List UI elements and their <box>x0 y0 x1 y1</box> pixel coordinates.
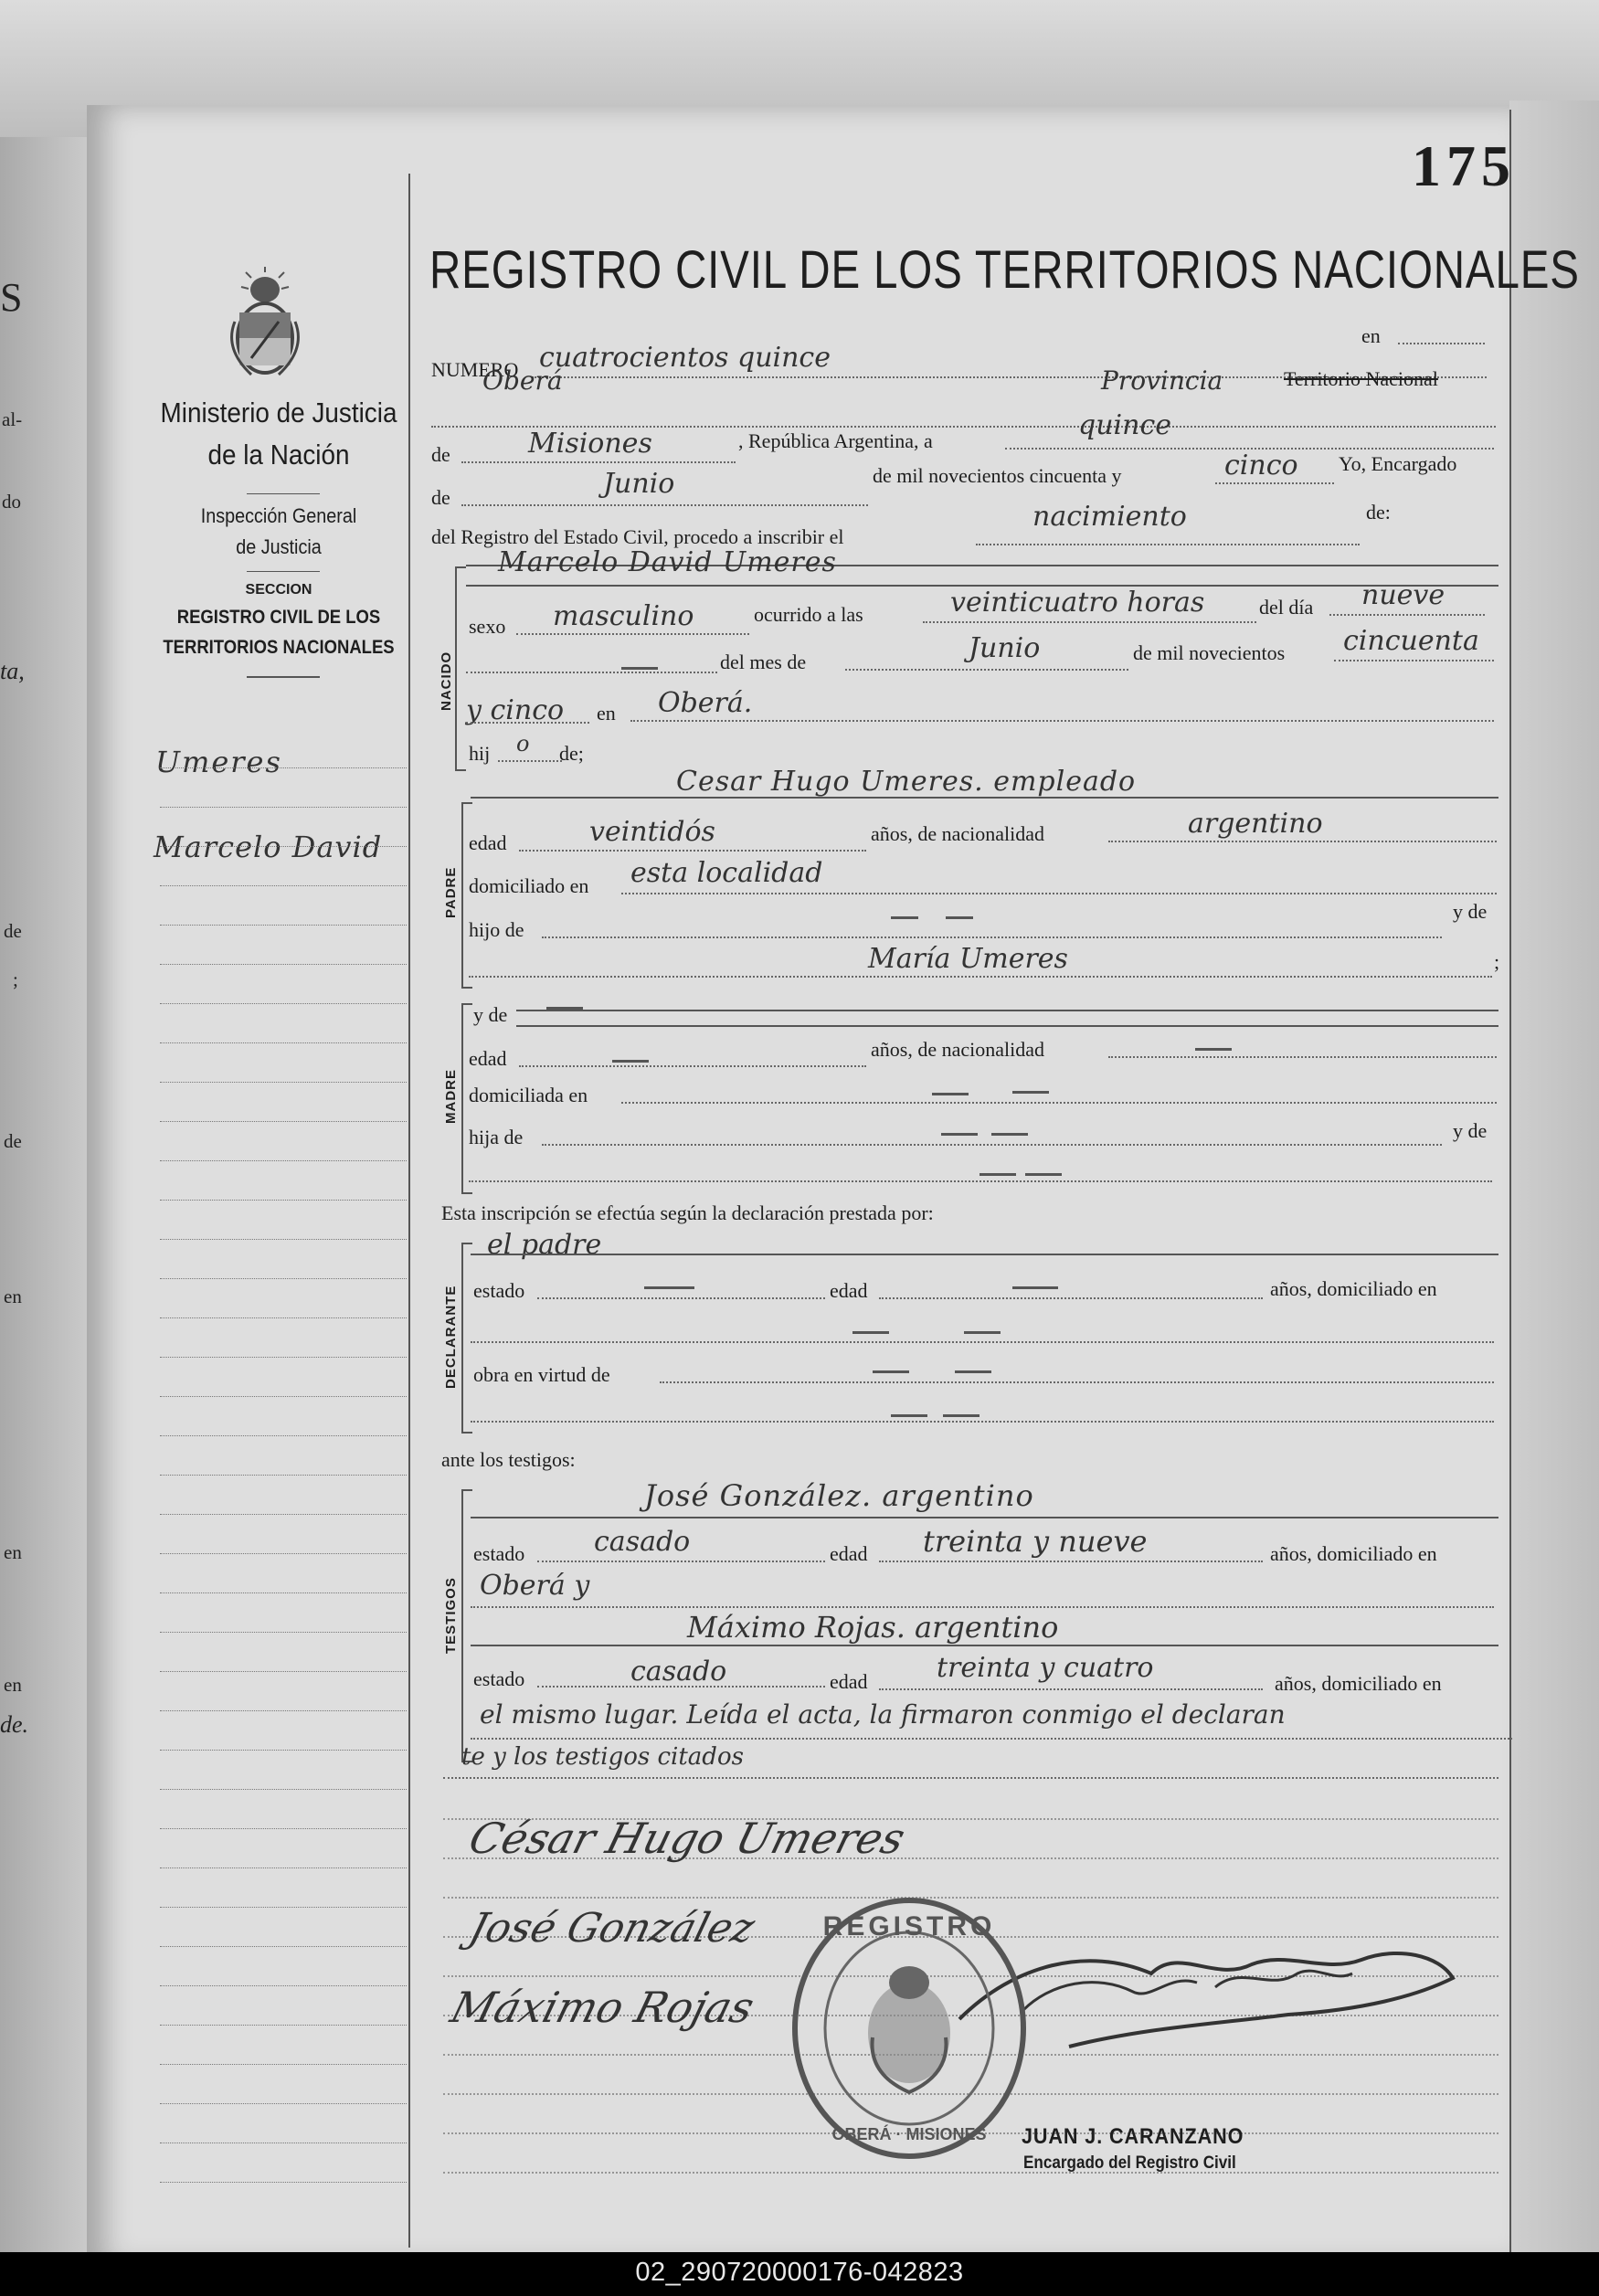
sidebar-surname: Umeres <box>155 745 282 779</box>
ruled-line <box>160 1671 407 1672</box>
section-label: SECCION <box>245 582 312 598</box>
inspection-line-2: de Justicia <box>236 535 322 558</box>
yo-encargado-label: Yo, Encargado <box>1339 452 1457 475</box>
official-title: Encargado del Registro Civil <box>1023 2153 1236 2173</box>
nombre-nacido-value: Marcelo David Umeres <box>498 546 837 578</box>
obra-label: obra en virtud de <box>473 1363 610 1386</box>
provincia-value: Provincia <box>1101 365 1223 396</box>
ocurrido-label: ocurrido a las <box>754 603 863 626</box>
ruled-line <box>160 885 407 886</box>
cierre2-value: te y los testigos citados <box>461 1743 744 1771</box>
ruled-line <box>443 2172 1498 2174</box>
edad-label: edad <box>830 1670 868 1693</box>
de-mil2-label: de mil novecientos <box>1133 641 1286 664</box>
domiciliada-en-label: domiciliada en <box>469 1084 588 1106</box>
registro-civil-stamp-icon <box>786 1891 1032 2165</box>
ruled-line <box>160 846 407 847</box>
section-line-2: TERRITORIOS NACIONALES <box>163 637 395 658</box>
madre-label: MADRE <box>443 1069 459 1124</box>
hijo-de-label: hijo de <box>469 918 524 941</box>
padre-edad-value: veintidós <box>589 816 715 848</box>
signature-3: Máximo Rojas <box>445 1983 759 2032</box>
ruled-line <box>160 925 407 926</box>
mes-registro-value: Junio <box>603 468 675 500</box>
inspection-line-1: Inspección General <box>200 504 357 527</box>
ministry-line-2: de la Nación <box>207 439 350 471</box>
edad-label: edad <box>469 831 507 854</box>
testigo2-value: Máximo Rojas. argentino <box>687 1610 1059 1645</box>
testigo1-value: José González. argentino <box>644 1478 1034 1513</box>
numero-value: cuatrocientos quince <box>539 342 831 374</box>
anos-nac-label: años, de nacionalidad <box>871 1038 1044 1061</box>
ruled-line <box>160 1003 407 1004</box>
ruled-line <box>160 1867 407 1868</box>
testigo2-edad-value: treinta y cuatro <box>937 1652 1154 1684</box>
cierre1-value: el mismo lugar. Leída el acta, la firmaron conmigo el declaran <box>480 1699 1286 1730</box>
ministry-line-1: Ministerio de Justicia <box>160 397 397 429</box>
de-label: de <box>431 486 450 509</box>
fragment: ; <box>13 968 18 990</box>
edad-label: edad <box>469 1047 507 1070</box>
lugar-nac-value: Oberá. <box>658 687 753 719</box>
declarante-label: DECLARANTE <box>443 1285 459 1389</box>
de-mil-label: de mil novecientos cincuenta y <box>873 464 1122 487</box>
anos-nac-label: años, de nacionalidad <box>871 822 1044 845</box>
de-semi-label: de; <box>559 742 584 765</box>
fragment: al- <box>2 408 23 430</box>
edad-label: edad <box>830 1542 868 1565</box>
fragment: en <box>4 1674 22 1696</box>
semicolon-label: ; <box>1494 950 1500 973</box>
ruled-line <box>160 1082 407 1083</box>
signature-2: José González <box>464 1905 760 1952</box>
dia-nac-value: nueve <box>1361 579 1445 611</box>
en-label: en <box>1361 324 1381 347</box>
de-label: de <box>431 443 450 466</box>
padre-domicilio-value: esta localidad <box>630 857 823 889</box>
section-line-1: REGISTRO CIVIL DE LOS <box>176 607 381 628</box>
estado-label: estado <box>473 1667 525 1690</box>
coat-of-arms-icon <box>224 267 306 381</box>
ruled-line <box>160 1907 407 1908</box>
ruled-line <box>160 1750 407 1751</box>
ruled-line <box>160 1317 407 1318</box>
hij-label: hij <box>469 742 491 765</box>
ruled-line <box>160 1789 407 1790</box>
ruled-line <box>160 2103 407 2104</box>
provincia-name-value: Misiones <box>528 428 652 460</box>
anos-dom-label: años, domiciliado en <box>1275 1672 1442 1695</box>
ruled-line <box>160 1553 407 1554</box>
ruled-line <box>160 1632 407 1633</box>
ruled-line <box>160 1985 407 1986</box>
ruled-line <box>160 1475 407 1476</box>
ruled-line <box>160 1514 407 1515</box>
sidebar-divider <box>408 174 410 2248</box>
testigo2-estado-value: casado <box>630 1656 727 1688</box>
anio-nac-value: cincuenta <box>1343 625 1479 657</box>
padre-label: PADRE <box>443 866 459 918</box>
declarante-value: el padre <box>487 1229 602 1261</box>
document-title: REGISTRO CIVIL DE LOS TERRITORIOS NACIONALES <box>429 240 1580 300</box>
ruled-line <box>160 1160 407 1161</box>
republica-label: , República Argentina, a <box>738 429 933 452</box>
edad-label: edad <box>830 1279 868 1302</box>
testigo1-estado-value: casado <box>594 1526 691 1558</box>
ruled-line <box>160 1435 407 1436</box>
padre-nac-value: argentino <box>1188 808 1323 840</box>
ruled-line <box>160 1357 407 1358</box>
sexo-label: sexo <box>469 615 506 638</box>
ruled-line <box>160 1278 407 1279</box>
next-page-edge <box>1509 101 1599 2266</box>
ruled-line <box>160 1396 407 1397</box>
svg-text:OBERÁ · MISIONES: OBERÁ · MISIONES <box>831 2125 987 2143</box>
page-number: 175 <box>1412 133 1516 198</box>
estado-label: estado <box>473 1542 525 1565</box>
ruled-line <box>160 964 407 965</box>
hora-value: veinticuatro horas <box>950 587 1205 619</box>
inscripcion-label: Esta inscripción se efectúa según la declaración prestada por: <box>441 1201 934 1224</box>
en-label: en <box>597 702 616 725</box>
ruled-line <box>160 1042 407 1043</box>
dia-registro-value: quince <box>1078 409 1171 441</box>
signature-1: César Hugo Umeres <box>463 1814 911 1863</box>
padre-value: Cesar Hugo Umeres. empleado <box>676 766 1137 798</box>
fragment: ta, <box>0 658 25 684</box>
numero-label: NUMERO <box>431 358 519 381</box>
ruled-line <box>160 1121 407 1122</box>
del-mes-label: del mes de <box>720 651 807 673</box>
divider <box>247 493 320 494</box>
sidebar-given-names: Marcelo David <box>154 830 383 864</box>
estado-label: estado <box>473 1279 525 1302</box>
anos-dom-label: años, domiciliado en <box>1270 1277 1437 1300</box>
sexo-value: masculino <box>553 600 694 632</box>
ruled-line <box>160 767 407 768</box>
ruled-line <box>160 1592 407 1593</box>
de-colon-label: de: <box>1366 501 1391 524</box>
ante-testigos-label: ante los testigos: <box>441 1448 576 1471</box>
localidad-value: Oberá <box>482 365 563 396</box>
anio-nac-cont-value: y cinco <box>466 694 565 726</box>
fragment: en <box>4 1541 22 1563</box>
ruled-line <box>160 1710 407 1711</box>
ruled-line <box>160 2182 407 2183</box>
mes-nac-value: Junio <box>969 632 1041 664</box>
fragment: do <box>2 491 21 513</box>
hijo-num-value: o <box>516 731 530 757</box>
official-name: JUAN J. CARANZANO <box>1022 2124 1244 2149</box>
y-de-label: y de <box>1453 900 1488 923</box>
nacido-label: NACIDO <box>439 651 454 711</box>
acto-value: nacimiento <box>1032 501 1187 533</box>
divider <box>247 676 320 678</box>
divider <box>247 571 320 572</box>
ruled-line <box>160 1828 407 1829</box>
footer-id: 02_290720000176-042823 <box>635 2258 964 2287</box>
del-dia-label: del día <box>1259 596 1314 619</box>
anio-suffix-value: cinco <box>1224 450 1298 481</box>
ruled-line <box>160 807 407 808</box>
testigo1-edad-value: treinta y nueve <box>923 1524 1148 1559</box>
domiciliado-en-label: domiciliado en <box>469 874 589 897</box>
anos-dom-label: años, domiciliado en <box>1270 1542 1437 1565</box>
fragment: en <box>4 1286 22 1307</box>
left-page <box>0 137 101 2257</box>
ruled-line <box>160 1200 407 1201</box>
testigo1-dom-value: Oberá y <box>480 1570 590 1602</box>
fragment: de <box>4 920 22 942</box>
ruled-line <box>160 1239 407 1240</box>
del-registro-label: del Registro del Estado Civil, procedo a inscribir el <box>431 525 844 548</box>
ruled-line <box>160 2025 407 2026</box>
fragment: de. <box>0 1711 29 1738</box>
ruled-line <box>160 2064 407 2065</box>
right-margin-rule <box>1509 110 1511 2266</box>
territorio-label: Territorio Nacional <box>1284 367 1438 390</box>
ruled-line <box>160 1946 407 1947</box>
y-de-lower-label: y de <box>473 1003 508 1026</box>
fragment: de <box>4 1130 22 1152</box>
svg-text:REGISTRO: REGISTRO <box>822 1911 996 1942</box>
testigos-label: TESTIGOS <box>443 1577 459 1654</box>
y-de-label: y de <box>1453 1119 1488 1142</box>
fragment: S <box>0 275 23 320</box>
padre-madre-value: María Umeres <box>868 943 1068 975</box>
hija-de-label: hija de <box>469 1126 524 1148</box>
